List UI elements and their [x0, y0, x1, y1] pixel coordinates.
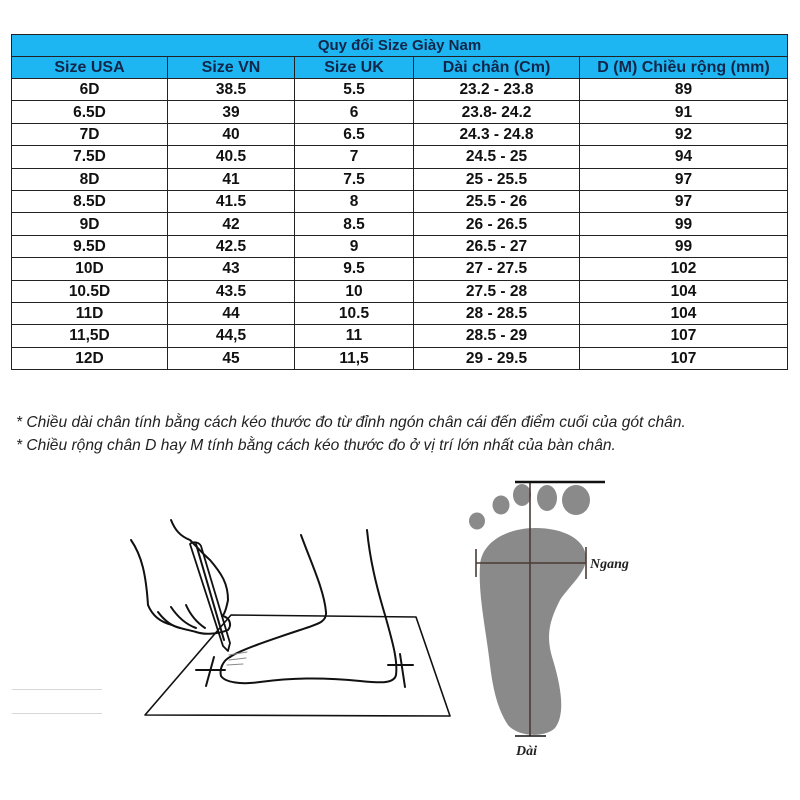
cell-size-vn: 42.5: [168, 235, 295, 257]
note-length: * Chiều dài chân tính bằng cách kéo thước đo từ đỉnh ngón chân cái đến điểm cuối của gót chân.: [16, 414, 686, 431]
note-width: * Chiều rộng chân D hay M tính bằng cách kéo thước đo ở vị trí lớn nhất của bàn chân.: [16, 437, 616, 454]
table-header-row: [12, 57, 788, 79]
cell-size-usa: 7.5D: [12, 146, 168, 168]
table-title: Quy đổi Size Giày Nam: [12, 35, 788, 57]
cell-size-usa: 6.5D: [12, 101, 168, 123]
table-row: [12, 325, 788, 347]
cell-size-uk: 5.5: [295, 79, 414, 101]
table-row: [12, 79, 788, 101]
cell-size-uk: 9: [295, 235, 414, 257]
cell-foot-width: 107: [580, 325, 788, 347]
cell-foot-width: 97: [580, 168, 788, 190]
cell-size-vn: 40.5: [168, 146, 295, 168]
cell-size-vn: 44,5: [168, 325, 295, 347]
table-row: [12, 123, 788, 145]
cell-size-uk: 8.5: [295, 213, 414, 235]
table-row: [12, 258, 788, 280]
cell-foot-width: 104: [580, 302, 788, 324]
table-row: [12, 235, 788, 257]
cell-size-vn: 44: [168, 302, 295, 324]
cell-foot-length: 23.2 - 23.8: [414, 79, 580, 101]
cell-foot-length: 29 - 29.5: [414, 347, 580, 369]
cell-size-uk: 8: [295, 190, 414, 212]
measurement-notes: [16, 411, 686, 457]
cell-foot-length: 23.8- 24.2: [414, 101, 580, 123]
table-row: [12, 146, 788, 168]
cell-size-usa: 11,5D: [12, 325, 168, 347]
cell-size-uk: 11,5: [295, 347, 414, 369]
cell-size-vn: 43.5: [168, 280, 295, 302]
cell-foot-width: 104: [580, 280, 788, 302]
illustration: [0, 470, 800, 800]
table-row: [12, 213, 788, 235]
table-row: [12, 347, 788, 369]
cell-foot-width: 102: [580, 258, 788, 280]
hand-tracing-foot-icon: [131, 520, 450, 716]
size-conversion-table: [11, 34, 788, 370]
cell-size-uk: 7.5: [295, 168, 414, 190]
table-body: [12, 79, 788, 370]
cell-size-usa: 6D: [12, 79, 168, 101]
cell-foot-width: 94: [580, 146, 788, 168]
cell-size-usa: 12D: [12, 347, 168, 369]
cell-size-uk: 9.5: [295, 258, 414, 280]
cell-size-uk: 6.5: [295, 123, 414, 145]
cell-foot-width: 99: [580, 235, 788, 257]
column-header-size-vn: Size VN: [168, 57, 295, 79]
cell-size-usa: 9D: [12, 213, 168, 235]
footprint-measure-icon: [469, 482, 629, 759]
cell-foot-length: 24.3 - 24.8: [414, 123, 580, 145]
cell-size-vn: 39: [168, 101, 295, 123]
table-row: [12, 101, 788, 123]
cell-foot-width: 91: [580, 101, 788, 123]
length-label: Dài: [516, 744, 537, 759]
cell-foot-length: 24.5 - 25: [414, 146, 580, 168]
cell-foot-length: 28 - 28.5: [414, 302, 580, 324]
table-title-row: [12, 35, 788, 57]
cell-size-vn: 42: [168, 213, 295, 235]
cell-foot-length: 25.5 - 26: [414, 190, 580, 212]
cell-size-uk: 11: [295, 325, 414, 347]
cell-size-usa: 7D: [12, 123, 168, 145]
table-row: [12, 190, 788, 212]
cell-foot-length: 28.5 - 29: [414, 325, 580, 347]
cell-size-usa: 11D: [12, 302, 168, 324]
cell-foot-width: 97: [580, 190, 788, 212]
cell-size-usa: 10.5D: [12, 280, 168, 302]
cell-size-usa: 8.5D: [12, 190, 168, 212]
cell-size-uk: 10.5: [295, 302, 414, 324]
cell-foot-length: 25 - 25.5: [414, 168, 580, 190]
cell-foot-width: 99: [580, 213, 788, 235]
column-header-size-uk: Size UK: [295, 57, 414, 79]
table-row: [12, 168, 788, 190]
cell-foot-length: 27.5 - 28: [414, 280, 580, 302]
column-header-foot-width: D (M) Chiều rộng (mm): [580, 57, 788, 79]
cell-size-uk: 7: [295, 146, 414, 168]
cell-size-vn: 41: [168, 168, 295, 190]
table-row: [12, 302, 788, 324]
cell-foot-length: 26 - 26.5: [414, 213, 580, 235]
cell-size-vn: 41.5: [168, 190, 295, 212]
cell-size-vn: 38.5: [168, 79, 295, 101]
cell-size-usa: 8D: [12, 168, 168, 190]
width-label: Ngang: [590, 557, 629, 572]
cell-foot-width: 107: [580, 347, 788, 369]
cell-size-vn: 40: [168, 123, 295, 145]
column-header-size-usa: Size USA: [12, 57, 168, 79]
cell-foot-length: 27 - 27.5: [414, 258, 580, 280]
cell-foot-width: 89: [580, 79, 788, 101]
cell-foot-length: 26.5 - 27: [414, 235, 580, 257]
cell-size-uk: 10: [295, 280, 414, 302]
cell-foot-width: 92: [580, 123, 788, 145]
cell-size-vn: 43: [168, 258, 295, 280]
column-header-foot-length: Dài chân (Cm): [414, 57, 580, 79]
cell-size-usa: 9.5D: [12, 235, 168, 257]
cell-size-usa: 10D: [12, 258, 168, 280]
cell-size-uk: 6: [295, 101, 414, 123]
cell-size-vn: 45: [168, 347, 295, 369]
table-row: [12, 280, 788, 302]
